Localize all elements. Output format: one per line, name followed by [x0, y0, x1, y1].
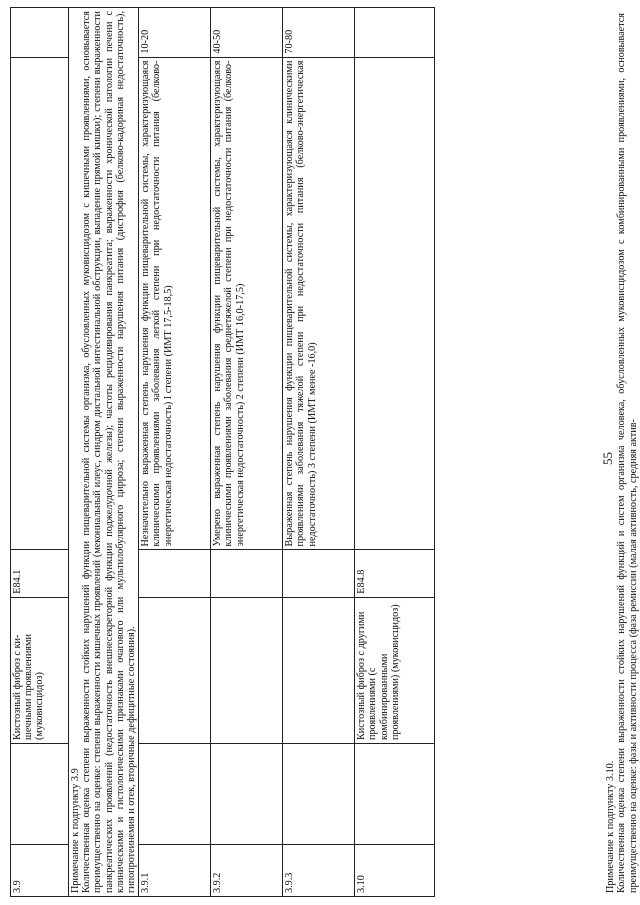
note-3-10-text: Количественная оценка степени выраженности стойких нарушений функций и систем организма человека, обусловленных муковисцидозом с комбинированными проявлениями, основывается преимущественно на оценке: фазы и активности процесса (фаза ремиссии (малая активность, средняя актив- [616, 13, 639, 893]
table-row-3-9 [11, 8, 69, 897]
cell-code: 3.10 [355, 845, 435, 897]
cell-code: 3.9 [11, 845, 69, 897]
cell-empty [11, 743, 69, 844]
cell-code: 3.9.1 [139, 845, 211, 897]
cell-empty [211, 597, 283, 743]
table-row-3-10 [355, 8, 435, 897]
cell-code: 3.9.3 [283, 845, 355, 897]
cell-percent: 40-50 [211, 8, 283, 58]
cell-empty [139, 743, 211, 844]
note-3-9 [69, 8, 139, 897]
disability-criteria-table [10, 7, 435, 897]
table-row-3-9-3 [283, 8, 355, 897]
cell-empty [283, 743, 355, 844]
cell-percent: 70-80 [283, 8, 355, 58]
cell-disease-name: Кистозный фиброз с ки-шечными проявлениями (муковисцидоз) [11, 597, 69, 743]
cell-description: Незначительно выраженная степень нарушения функции пищеварительной системы, характеризующаяся клиническими проявлениями заболевания легкой степени при недостаточности питания (белково-энергетическая недостаточность) I степени (ИМТ 17,5-18,5) [139, 57, 211, 550]
cell-percent [355, 8, 435, 58]
cell-code: 3.9.2 [211, 845, 283, 897]
cell-icd-code: E84.1 [11, 550, 69, 597]
cell-description [11, 57, 69, 550]
cell-icd-code: E84.8 [355, 550, 435, 597]
note-3-10-label: Примечание к подпункту 3.10. [605, 760, 616, 893]
table-row-3-9-1 [139, 8, 211, 897]
cell-description: Умерено выраженная степень нарушения функции пищеварительной системы, характеризующаяся клиническими проявлениями заболевания среднетяжелой степени при недостаточности питания (белково-энергетическая недостаточность) 2 степени (ИМТ 16,0-17,5) [211, 57, 283, 550]
cell-description: Выраженная степень нарушения функции пищеварительной системы, характеризующаяся клиническими проявлениями заболевания тяжелой степени при недостаточности питания (белково-энергетическая недостаточность) 3 степени (ИМТ менее -16,0) [283, 57, 355, 550]
cell-empty [211, 743, 283, 844]
cell-description [355, 57, 435, 550]
page-number: 55 [600, 452, 615, 465]
cell-disease-name: Кистозный фиброз с другими проявлениями (с комбинированными проявлениями) (муковисцидоз) [355, 597, 435, 743]
cell-empty [139, 550, 211, 597]
cell-empty [355, 743, 435, 844]
table-row-3-9-2 [211, 8, 283, 897]
note-3-9-label: Примечание к подпункту 3.9 [70, 768, 81, 893]
note-3-9-text: Количественная оценка степени выраженности стойких нарушений функции пищеварительной системы организма, обусловленных муковисцидозом с кишечными проявлениями, основывается преимущественно на оценке: степени выраженности кишечных проявлений (мекониальный илеус, синдром дистальной интестинальной обструкции, выпадение прямой кишки); степени выраженности панкреатических проявлений (недостаточность внешнесекреторной функции поджелудочной железы); частоты рецидивирования панкреатита; выраженности хронической патологии печени с клиническими и гистологическими признаками очагового или мультилобулярного цирроза; степени выраженности нарушения питания (дистрофия (белково-кадориная недостаточность), гипопротеинемия и отек, вторичные дефицитные состояния). [81, 11, 138, 893]
cell-percent: 10-20 [139, 8, 211, 58]
cell-empty [283, 550, 355, 597]
cell-percent [11, 8, 69, 58]
cell-empty [283, 597, 355, 743]
cell-empty [139, 597, 211, 743]
note-row-3-9 [69, 8, 139, 897]
cell-empty [211, 550, 283, 597]
